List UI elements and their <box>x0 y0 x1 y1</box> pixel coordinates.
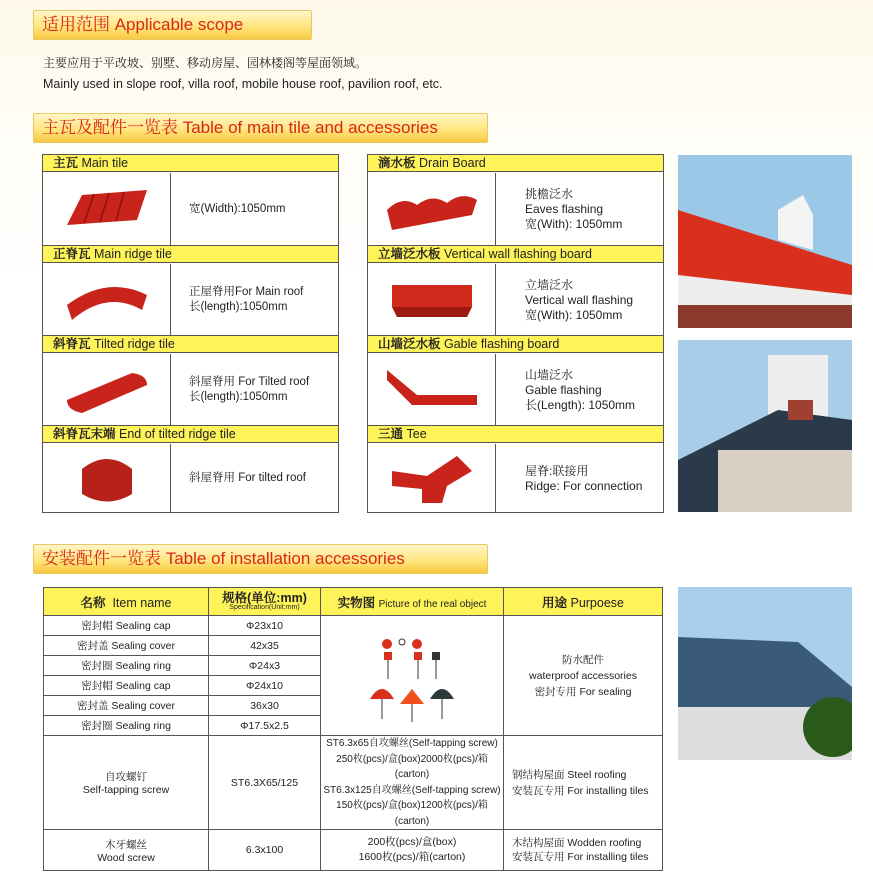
tile-image <box>368 444 496 513</box>
roof-photo-3 <box>678 587 852 760</box>
tile-image <box>43 444 171 513</box>
col-specification: 规格(单位:mm) Specification(Unit:mm) <box>209 588 321 616</box>
item-spec: Φ24x3 <box>209 656 321 676</box>
installation-accessories-table <box>43 587 663 871</box>
item-name: 密封盖 Sealing cover <box>44 696 209 716</box>
tile-header: 斜脊瓦末端 End of tilted ridge tile <box>43 425 338 443</box>
item-name: 密封圈 Sealing ring <box>44 656 209 676</box>
table-row <box>44 830 663 871</box>
item-name: 密封圈 Sealing ring <box>44 716 209 736</box>
tile-image <box>43 173 171 246</box>
col-purpose: 用途 Purpoese <box>504 588 663 616</box>
item-name: 密封盖 Sealing cover <box>44 636 209 656</box>
scope-text-en: Mainly used in slope roof, villa roof, mobile house roof, pavilion roof, etc. <box>43 77 443 91</box>
main-tile-table-left <box>42 154 339 513</box>
tile-header: 滴水板 Drain Board <box>368 154 663 172</box>
item-spec: 42x35 <box>209 636 321 656</box>
item-purpose: 木结构屋面 Wodden roofing 安装瓦专用 For installing tiles <box>504 830 663 871</box>
scope-heading: 适用范围 Applicable scope <box>33 10 312 40</box>
tile-description: 斜屋脊用 For Tilted roof 长(length):1050mm <box>189 376 310 403</box>
tile-image <box>43 354 171 426</box>
tile-description: 斜屋脊用 For tilted roof <box>189 472 306 484</box>
roof-photo-2 <box>678 340 852 512</box>
item-spec: Φ24x10 <box>209 676 321 696</box>
tile-description: 山墙泛水 Gable flashing 长(Length): 1050mm <box>525 367 636 412</box>
sealing-purpose: 防水配件 waterproof accessories 密封专用 For sealing <box>504 616 663 736</box>
col-picture: 实物图 Picture of the real object <box>321 588 504 616</box>
tile-image <box>43 264 171 336</box>
item-name: 密封帽 Sealing cap <box>44 616 209 636</box>
tile-header: 主瓦 Main tile <box>43 154 338 172</box>
table-row <box>44 736 663 830</box>
col-item-name: 名称 Item name <box>44 588 209 616</box>
tile-description: 正屋脊用For Main roof 长(length):1050mm <box>189 286 304 313</box>
tile-description: 立墙泛水 Vertical wall flashing 宽(With): 1050mm <box>525 277 634 322</box>
main-table-heading: 主瓦及配件一览表 Table of main tile and accessories <box>33 113 488 143</box>
tile-header: 斜脊瓦 Tilted ridge tile <box>43 335 338 353</box>
tile-description: 挑檐泛水 Eaves flashing 宽(With): 1050mm <box>525 187 623 231</box>
item-spec: Φ23x10 <box>209 616 321 636</box>
item-name: 木牙螺丝 Wood screw <box>44 830 209 871</box>
scope-text-cn: 主要应用于平改坡、别墅、移动房屋、园林楼阁等屋面领域。 <box>43 56 368 70</box>
sealing-parts-picture <box>321 616 504 736</box>
tile-image <box>368 354 496 426</box>
item-spec: 6.3x100 <box>209 830 321 871</box>
item-name: 自攻螺钉 Self-tapping screw <box>44 736 209 830</box>
tile-image <box>368 264 496 336</box>
table-row <box>44 616 663 636</box>
tile-description: 宽(Width):1050mm <box>189 203 286 215</box>
item-picture-text: ST6.3x65自攻螺丝(Self-tapping screw) 250枚(pcs)/盒(box)2000枚(pcs)/箱(carton) ST6.3x125自攻螺丝(Self-tapping screw) 150枚(pcs)/盒(box)1200枚(pcs)/箱(carton) <box>321 736 504 830</box>
item-spec: Φ17.5x2.5 <box>209 716 321 736</box>
item-spec: 36x30 <box>209 696 321 716</box>
item-purpose: 钢结构屋面 Steel roofing 安装瓦专用 For installing tiles <box>504 736 663 830</box>
item-name: 密封帽 Sealing cap <box>44 676 209 696</box>
tile-header: 山墙泛水板 Gable flashing board <box>368 335 663 353</box>
item-spec: ST6.3X65/125 <box>209 736 321 830</box>
tile-header: 三通 Tee <box>368 425 663 443</box>
tile-description: 屋脊:联接用 Ridge: For connection <box>525 463 643 493</box>
tile-header: 正脊瓦 Main ridge tile <box>43 245 338 263</box>
main-tile-table-right <box>367 154 664 513</box>
tile-header: 立墙泛水板 Vertical wall flashing board <box>368 245 663 263</box>
roof-photo-1 <box>678 155 852 328</box>
tile-image <box>368 173 496 246</box>
item-picture-text: 200枚(pcs)/盒(box) 1600枚(pcs)/箱(carton) <box>321 830 504 871</box>
install-table-heading: 安装配件一览表 Table of installation accessories <box>33 544 488 574</box>
